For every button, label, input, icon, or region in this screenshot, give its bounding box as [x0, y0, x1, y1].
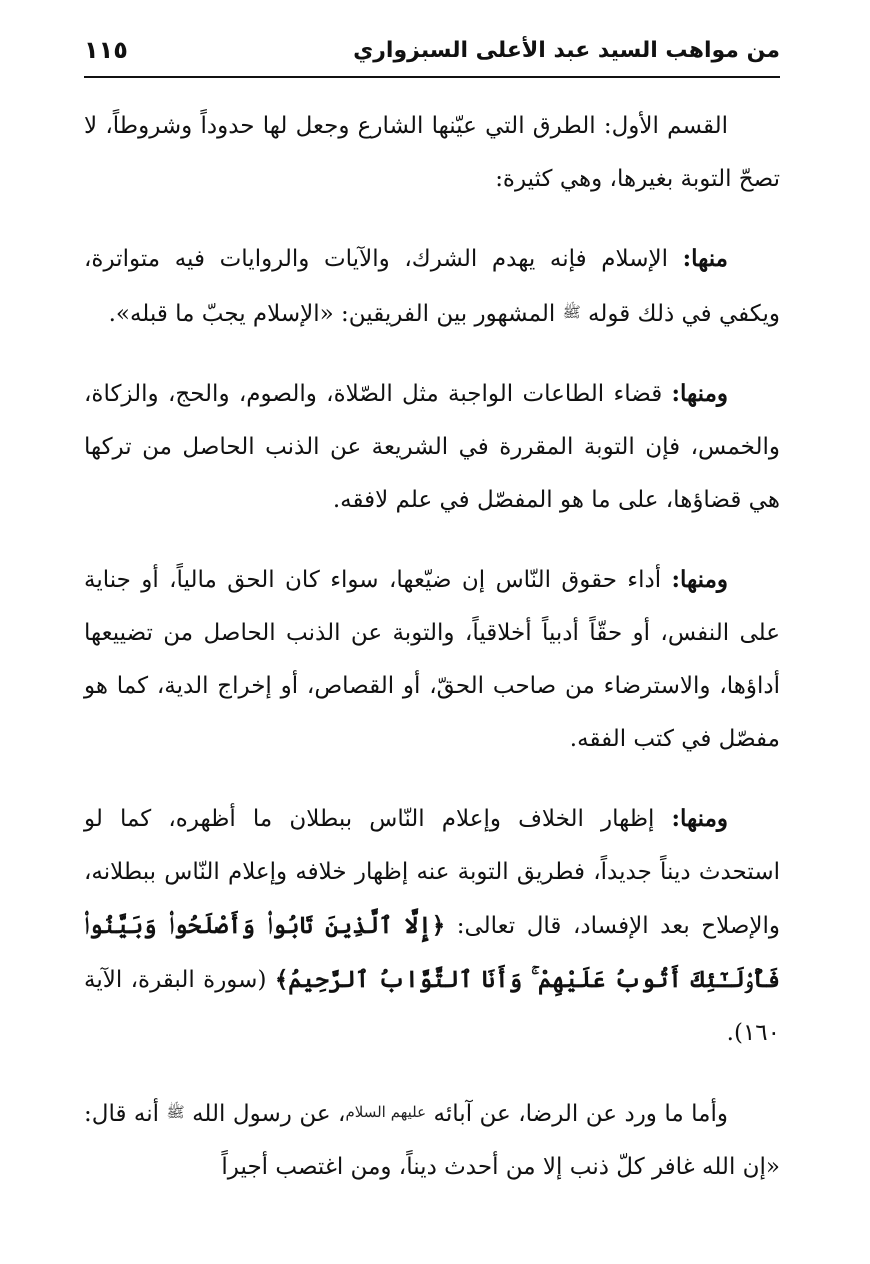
paragraph-text: ، عن رسول الله: [184, 1101, 346, 1127]
quran-verse: ﴿إِلَّا ٱلَّذِينَ تَابُوا۟ وَأَصْلَحُوا۟ وَبَيَّنُوا۟ فَأُو۟لَـٰٓئِكَ أَتُوبُ عَلَيْهِمْ ۚ وَأَنَا ٱلتَّوَّابُ ٱلرَّحِيمُ﴾: [84, 912, 780, 993]
paragraph-text: وأما ما ورد عن الرضا، عن آبائه: [426, 1101, 728, 1127]
body-text: [84, 100, 780, 1194]
paragraph-text: أداء حقوق النّاس إن ضيّعها، سواء كان الحق مالياً، أو جناية على النفس، أو حقّاً أدبياً أخلاقياً، والتوبة عن الذنب الحاصل من تضييعها أداؤها، والاسترضاء من صاحب الحقّ، أو القصاص، أو إخراج الدية، كما هو مفصّل في كتب الفقه.: [84, 567, 780, 752]
paragraph-hadith: [84, 1086, 780, 1194]
honorific-mark: ﷺ: [166, 1103, 185, 1121]
paragraph-text: قضاء الطاعات الواجبة مثل الصّلاة، والصوم، والحج، والزكاة، والخمس، فإن التوبة المقررة في الشريعة عن الذنب الحاصل من تركها هي قضاؤها، على ما هو المفصّل في علم لافقه.: [84, 381, 780, 513]
page-header: [84, 24, 780, 78]
paragraph-text: القسم الأول: الطرق التي عيّنها الشارع وجعل لها حدوداً وشروطاً، لا تصحّ التوبة بغيرها، وهي كثيرة:: [84, 113, 780, 192]
paragraph-obligations: [84, 367, 780, 527]
paragraph-islam: [84, 232, 780, 341]
paragraph-section-one: [84, 100, 780, 206]
paragraph-lead: ومنها:: [671, 566, 728, 593]
paragraph-disclosure: [84, 792, 780, 1060]
paragraph-text: أنه قال: «إن الله غافر كلّ ذنب إلا من أحدث ديناً، ومن اغتصب أجيراً: [84, 1101, 780, 1180]
honorific-mark: ﷺ: [562, 303, 581, 321]
paragraph-text: (سورة البقرة، الآية ١٦٠).: [84, 967, 780, 1046]
page-number: ١١٥: [84, 36, 128, 64]
honorific-mark: عليهم السلام: [345, 1103, 427, 1121]
paragraph-text: المشهور بين الفريقين: «الإسلام يجبّ ما قبله».: [108, 301, 563, 327]
paragraph-lead: ومنها:: [671, 380, 728, 407]
paragraph-text: الإسلام فإنه يهدم الشرك، والآيات والروايات فيه متواترة، ويكفي في ذلك قوله: [84, 246, 780, 327]
paragraph-rights: [84, 553, 780, 766]
running-title: من مواهب السيد عبد الأعلى السبزواري: [353, 37, 780, 63]
paragraph-text: إظهار الخلاف وإعلام النّاس ببطلان ما أظهره، كما لو استحدث ديناً جديداً، فطريق التوبة عنه إظهار خلافه وإعلام النّاس ببطلانه، والإصلاح بعد الإفساد، قال تعالى:: [84, 806, 780, 939]
paragraph-lead: ومنها:: [671, 805, 728, 832]
paragraph-lead: منها:: [682, 245, 728, 272]
